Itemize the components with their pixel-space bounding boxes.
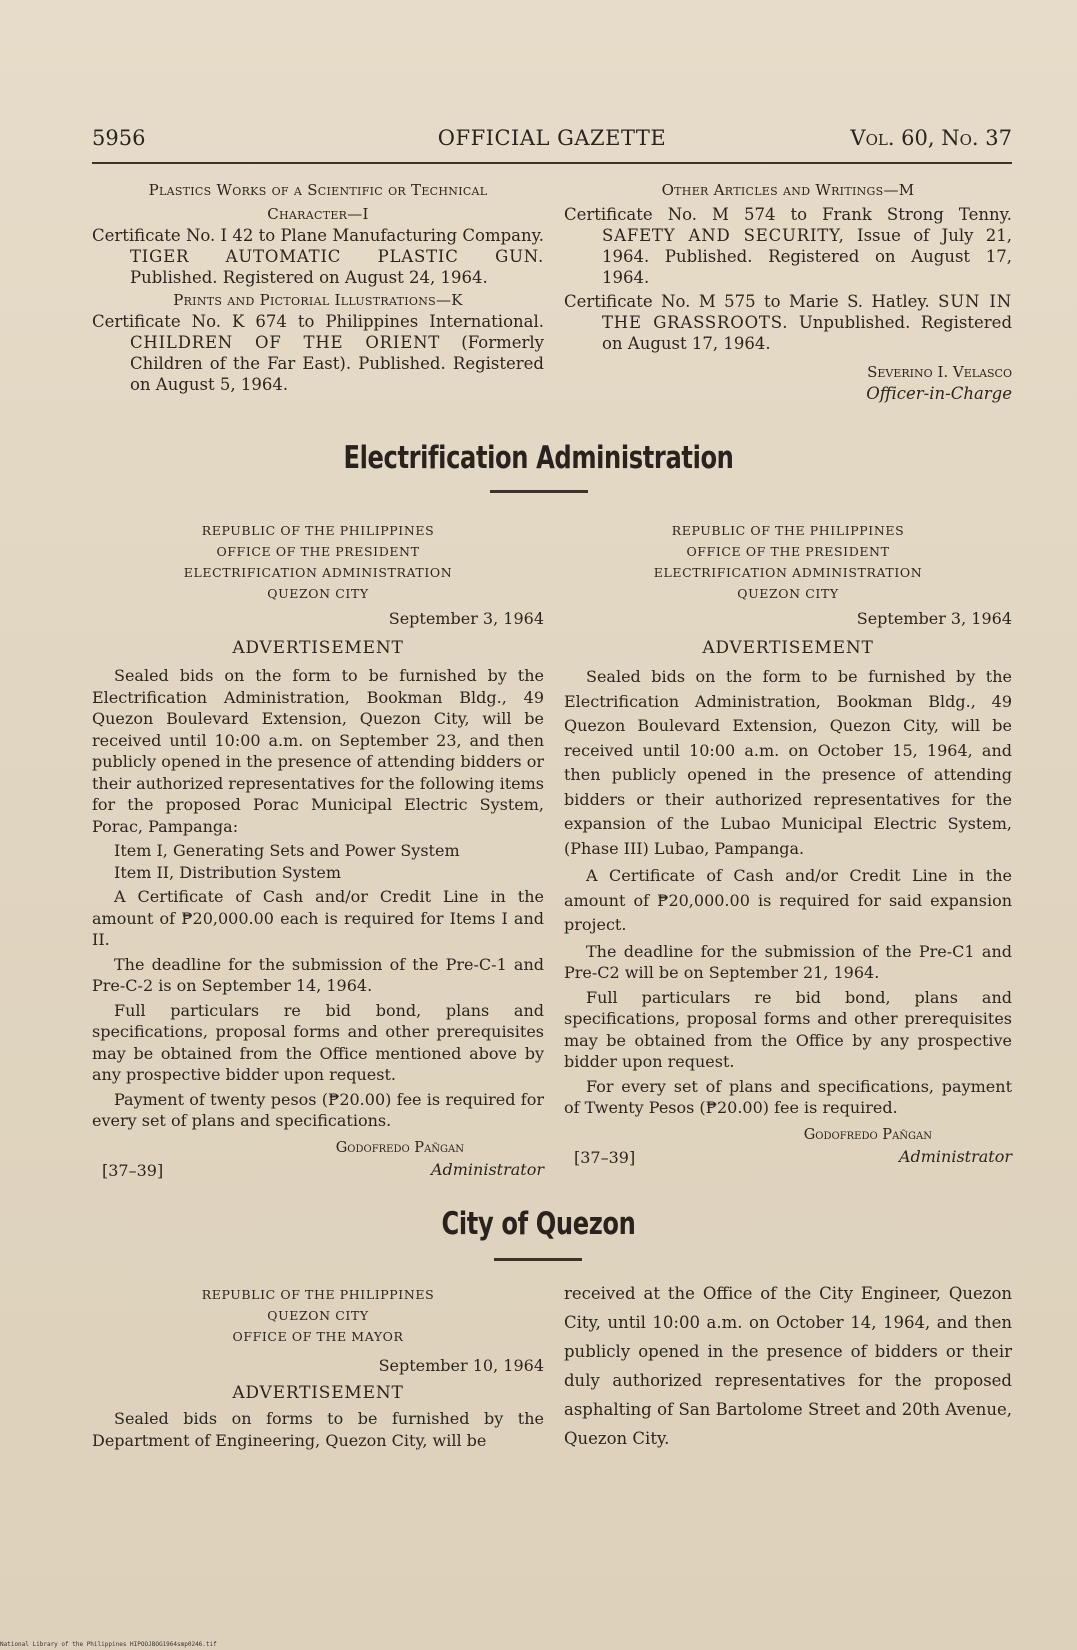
signatory-name: Godofredo Pañgan (803, 1126, 932, 1143)
advertisement-paragraph: A Certificate of Cash and/or Credit Line in the amount of ₱20,000.00 each is required for Items I and II. (92, 887, 544, 949)
department-heading: Electrification Administration (343, 440, 734, 476)
section-heading: Prints and Pictorial Illustrations—K (173, 291, 463, 309)
running-header (92, 126, 1012, 156)
agency-block: REPUBLIC OF THE PHILIPPINES QUEZON CITY OFFICE OF THE MAYOR (201, 1287, 435, 1344)
advertisement-paragraph: Sealed bids on forms to be furnished by the Department of Engineering, Quezon City, will be (92, 1409, 544, 1450)
signatory-name: Severino I. Velasco (867, 363, 1012, 381)
heading-rule (490, 490, 588, 493)
certificate-entry: Certificate No. M 574 to Frank Strong Tenny. SAFETY AND SECURITY, Issue of July 21, 1964. Published. Registered on August 17, 1964. (564, 205, 1013, 287)
copyright-right-column (564, 180, 1012, 404)
header-rule (92, 162, 1012, 164)
advertisement-paragraph: Sealed bids on the form to be furnished by the Electrification Administration, Bookman Bldg., 49 Quezon Boulevard Extension, Quezon City, will be received until 10:00 a.m. on October 15, 1964, and then publicly opened in the presence of attending bidders or their authorized representatives for the expansion of the Lubao Municipal Electric System, (Phase III) Lubao, Pampanga. (564, 667, 1012, 858)
bid-item: Item II, Distribution System (114, 862, 342, 882)
advertisement-date: September 10, 1964 (378, 1356, 544, 1375)
publication-title: OFFICIAL GAZETTE (437, 126, 667, 150)
section-heading: Other Articles and Writings—M (661, 181, 915, 199)
advertisement-left (92, 1284, 544, 1454)
advertisement-paragraph: The deadline for the submission of the Pre-C1 and Pre-C2 will be on September 21, 1964. (564, 941, 1012, 982)
signatory-title: Administrator (430, 1159, 544, 1179)
signatory-title: Officer-in-Charge (866, 384, 1012, 403)
advertisement-title: ADVERTISEMENT (702, 637, 874, 658)
advertisement-paragraph: For every set of plans and specifications, payment of Twenty Pesos (₱20.00) fee is required. (564, 1076, 1012, 1117)
certificate-entry: Certificate No. M 575 to Marie S. Hatley. SUN IN THE GRASSROOTS. Unpublished. Registered on August 17, 1964. (564, 292, 1013, 353)
advertisement-title: ADVERTISEMENT (232, 1382, 404, 1403)
advertisement-paragraph: Full particulars re bid bond, plans and specifications, proposal forms and other prerequisites may be obtained from the Office by any prospective bidder upon request. (564, 987, 1012, 1071)
signature-block (564, 1125, 1012, 1169)
issue-code: [37–39] (102, 1160, 164, 1180)
page-number: 5956 (92, 126, 146, 150)
copyright-left-column (92, 180, 544, 395)
advertisement-paragraph: Full particulars re bid bond, plans and specifications, proposal forms and other prerequisites may be obtained from the Office mentioned above by any prospective bidder upon request. (92, 1000, 544, 1084)
agency-block: REPUBLIC OF THE PHILIPPINES OFFICE OF THE PRESIDENT ELECTRIFICATION ADMINISTRATION QUEZON CITY (653, 523, 923, 601)
signatory-name: Godofredo Pañgan (335, 1139, 464, 1156)
advertisement-date: September 3, 1964 (856, 609, 1012, 628)
section-heading: Character—I (267, 205, 369, 223)
signature-block (92, 1138, 544, 1182)
advertisement-right (564, 520, 1012, 1169)
issue-code: [37–39] (574, 1147, 636, 1167)
advertisement-right (564, 1279, 1012, 1456)
volume-number: Vol. 60, No. 37 (850, 126, 1012, 150)
section-heading: Plastics Works of a Scientific or Technical (148, 181, 488, 199)
advertisement-paragraph: Sealed bids on the form to be furnished by the Electrification Administration, Bookman Bldg., 49 Quezon Boulevard Extension, Quezon City, will be received until 10:00 a.m. on September 23, and then publicly opened in the presence of attending bidders or their authorized representatives for the following items for the proposed Porac Municipal Electric System, Porac, Pampanga: (92, 666, 544, 836)
scan-footnote: National Library of the Philippines HIPOOJBOG1964smp0246.tif (0, 1641, 217, 1648)
advertisement-paragraph: A Certificate of Cash and/or Credit Line in the amount of ₱20,000.00 is required for said expansion project. (564, 866, 1012, 934)
advertisement-title: ADVERTISEMENT (232, 637, 404, 658)
department-heading: City of Quezon (441, 1206, 636, 1242)
advertisement-paragraph: Payment of twenty pesos (₱20.00) fee is required for every set of plans and specifications. (92, 1089, 544, 1130)
advertisement-date: September 3, 1964 (388, 609, 544, 628)
advertisement-paragraph: The deadline for the submission of the Pre-C-1 and Pre-C-2 is on September 14, 1964. (92, 954, 544, 995)
advertisement-paragraph: received at the Office of the City Engineer, Quezon City, until 10:00 a.m. on October 14, 1964, and then publicly opened in the presence of bidders or their duly authorized representatives for the proposed asphalting of San Bartolome Street and 20th Avenue, Quezon City. (564, 1284, 1012, 1448)
signatory-title: Administrator (898, 1146, 1012, 1166)
agency-block: REPUBLIC OF THE PHILIPPINES OFFICE OF THE PRESIDENT ELECTRIFICATION ADMINISTRATION QUEZON CITY (183, 523, 453, 601)
certificate-entry: Certificate No. I 42 to Plane Manufacturing Company. TIGER AUTOMATIC PLASTIC GUN. Published. Registered on August 24, 1964. (92, 226, 544, 287)
certificate-entry: Certificate No. K 674 to Philippines International. CHILDREN OF THE ORIENT (Formerly Children of the Far East). Published. Registered on August 5, 1964. (92, 312, 544, 394)
bid-item: Item I, Generating Sets and Power System (114, 841, 460, 860)
heading-rule (494, 1258, 582, 1261)
advertisement-left (92, 520, 544, 1182)
